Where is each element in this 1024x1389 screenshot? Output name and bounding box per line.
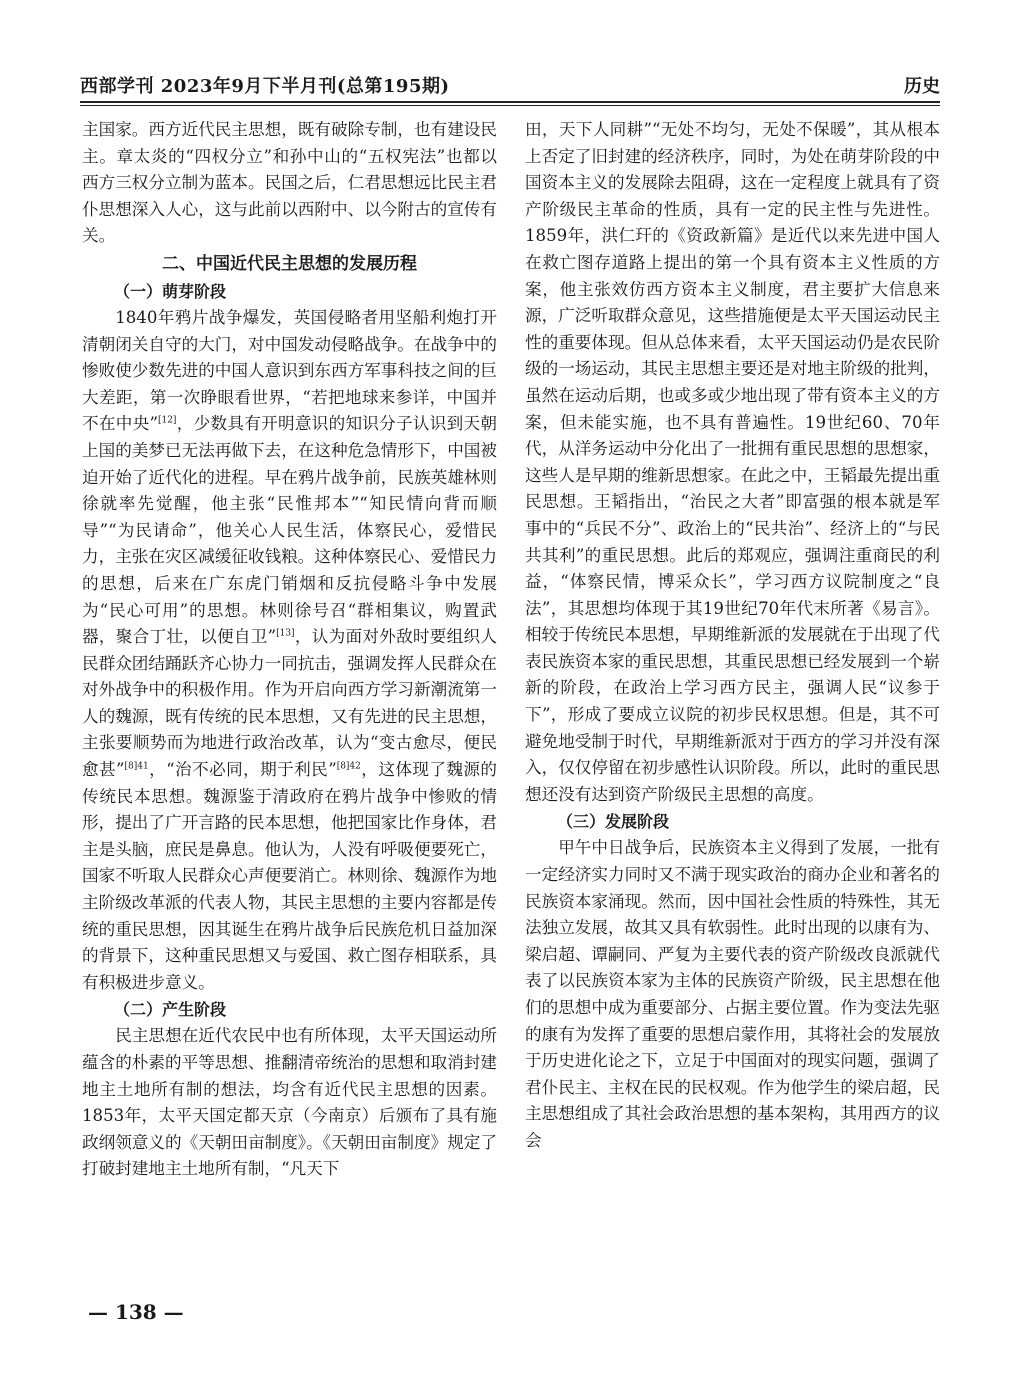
- text-run: ，认为面对外敌时要组织人民群众团结踊跃齐心协力一同抗击，强调发挥人民群众在对外战争中的积极作用。作为开启向西方学习新潮流第一人的魏源，既有传统的民本思想，又有先进的民主思想，主张要顺势而为地进行政治改革，认为“变古愈尽，便民愈甚”: [82, 627, 498, 780]
- left-column: [82, 117, 497, 1183]
- subsection-heading: （一）萌芽阶段: [114, 281, 227, 301]
- citation: [13]: [276, 628, 295, 639]
- citation: [8]42: [336, 761, 361, 772]
- paragraph: 甲午中日战争后，民族资本主义得到了发展，一批有一定经济实力同时又不满于现实政治的商办企业和著名的民族资本家涌现。然而，因中国社会性质的特殊性，其无法独立发展，故其又具有软弱性。此时出现的以康有为、梁启超、谭嗣同、严复为主要代表的资产阶级改良派就代表了以民族资本家为主体的民族资产阶级，民主思想在他们的思想中成为重要部分、占据主要位置。作为变法先驱的康有为发挥了重要的思想启蒙作用，其将社会的发展放于历史进化论之下，立足于中国面对的现实问题，强调了君仆民主、主权在民的民权观。作为他学生的梁启超，民主思想组成了其社会政治思想的基本架构，其用西方的议会: [525, 838, 940, 1150]
- text-run: ，“治不必同，期于利民”: [148, 760, 337, 780]
- running-header: [80, 70, 940, 100]
- page-number: — 138 —: [88, 1300, 184, 1324]
- citation: [8]41: [124, 761, 149, 772]
- citation: [12]: [157, 415, 177, 426]
- text-run: ，少数具有开明意识的知识分子认识到天朝上国的美梦已无法再做下去，在这种危急情形下，中国被迫开始了近代化的进程。早在鸦片战争前，民族英雄林则徐就率先觉醒，他主张“民惟邦本”“知民情向背而顺导”“为民请命”，他关心人民生活，体察民心，爱惜民力，主张在灾区减缓征收钱粮。这种体察民心、爱惜民力的思想，后来在广东虎门销烟和反抗侵略斗争中发展为“民心可用”的思想。林则徐号召“群相集议，购置武器，聚合丁壮，以便自卫”: [82, 414, 497, 647]
- text-run: ，这体现了魏源的传统民本思想。魏源鉴于清政府在鸦片战争中惨败的情形，提出了广开言路的民本思想，他把国家比作身体，君主是头脑，庶民是鼻息。他认为，人没有呼吸便要死亡，国家不听取人民群众心声便要消亡。林则徐、魏源作为地主阶级改革派的代表人物，其民主思想的主要内容都是传统的重民思想，因其诞生在鸦片战争后民族危机日益加深的背景下，这种重民思想又与爱国、救亡图存相联系，具有积极进步意义。: [82, 760, 498, 992]
- section-heading: 二、中国近代民主思想的发展历程: [162, 253, 417, 274]
- paragraph: 民主思想在近代农民中也有所体现，太平天国运动所蕴含的朴素的平等思想、推翻清帝统治的思想和取消封建地主土地所有制的想法，均含有近代民主思想的因素。1853年，太平天国定都天京（今南京）后颁布了具有施政纲领意义的《天朝田亩制度》。《天朝田亩制度》规定了打破封建地主土地所有制，“凡天下: [82, 1026, 497, 1179]
- paragraph: 主国家。西方近代民主思想，既有破除专制，也有建设民主。章太炎的“四权分立”和孙中山的“五权宪法”也都以西方三权分立制为蓝本。民国之后，仁君思想远比民主君仆思想深入人心，这与此前以西附中、以今附古的宣传有关。: [82, 120, 497, 246]
- subsection-heading: （二）产生阶段: [114, 1000, 227, 1020]
- section-name: 历史: [904, 76, 940, 97]
- paragraph: [82, 305, 497, 996]
- subsection-heading: （三）发展阶段: [557, 812, 670, 832]
- right-column: [525, 117, 940, 1155]
- header-rule: [80, 101, 940, 103]
- journal-title: 西部学刊 2023年9月下半月刊(总第195期): [80, 76, 450, 97]
- header-rule-thin: [80, 105, 940, 106]
- text-run: 1840年鸦片战争爆发，英国侵略者用坚船利炮打开清朝闭关自守的大门，对中国发动侵略战争。在战争中的惨败使少数先进的中国人意识到东西方军事科技之间的巨大差距，第一次睁眼看世界，“若把地球来参详，中国并不在中央”: [82, 307, 497, 434]
- paragraph: 田，天下人同耕”“无处不均匀，无处不保暖”，其从根本上否定了旧封建的经济秩序，同时，为处在萌芽阶段的中国资本主义的发展除去阻碍，这在一定程度上就具有了资产阶级民主革命的性质，具有一定的民主性与先进性。1859年，洪仁玕的《资政新篇》是近代以来先进中国人在救亡图存道路上提出的第一个具有资本主义性质的方案，他主张效仿西方资本主义制度，君主要扩大信息来源，广泛听取群众意见，这些措施便是太平天国运动民主性的重要体现。但从总体来看，太平天国运动仍是农民阶级的一场运动，其民主思想主要还是对地主阶级的批判，虽然在运动后期，也或多或少地出现了带有资本主义的方案，但未能实施，也不具有普遍性。19世纪60、70年代，从洋务运动中分化出了一批拥有重民思想的思想家，这些人是早期的维新思想家。在此之中，王韬最先提出重民思想。王韬指出，“治民之大者”即富强的根本就是军事中的“兵民不分”、政治上的“民共治”、经济上的“与民共其利”的重民思想。此后的郑观应，强调注重商民的利益，“体察民情，博采众长”，学习西方议院制度之“良法”，其思想均体现于其19世纪70年代末所著《易言》。相较于传统民本思想，早期维新派的发展就在于出现了代表民族资本家的重民思想，其重民思想已经发展到一个崭新的阶段，在政治上学习西方民主，强调人民“议参于下”，形成了要成立议院的初步民权思想。但是，其不可避免地受制于时代，早期维新派对于西方的学习并没有深入，仅仅停留在初步感性认识阶段。所以，此时的重民思想还没有达到资产阶级民主思想的高度。: [525, 120, 940, 804]
